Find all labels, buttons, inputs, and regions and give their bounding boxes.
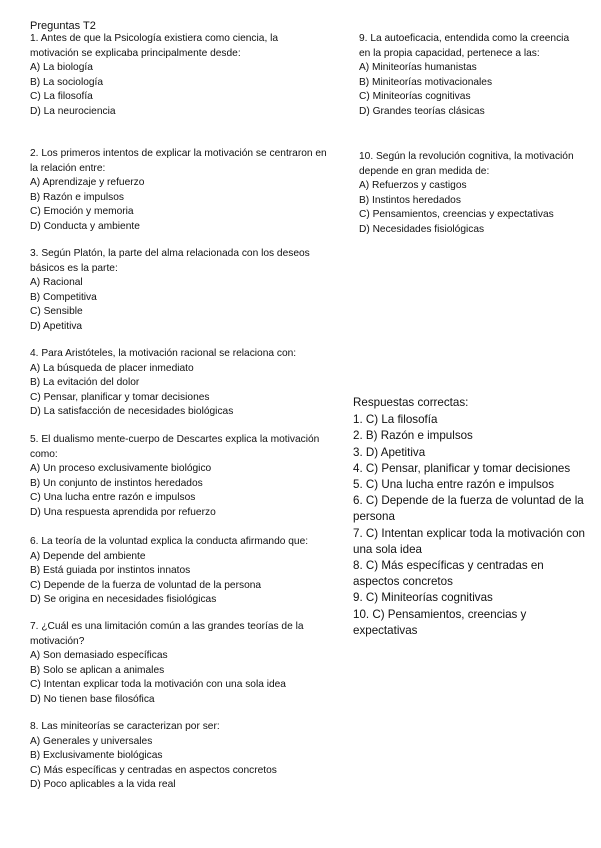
- option-d: D) Se origina en necesidades fisiológicas: [30, 594, 217, 606]
- answer-item: 4. C) Pensar, planificar y tomar decisiones: [353, 461, 571, 475]
- option-c: C) Sensible: [30, 306, 83, 318]
- question-stem: 2. Los primeros intentos de explicar la motivación se centraron en la relación entre:: [30, 148, 327, 174]
- question-stem: 5. El dualismo mente-cuerpo de Descartes explica la motivación como:: [30, 434, 320, 460]
- question-4: [30, 347, 330, 420]
- option-b: B) Miniteorías motivacionales: [359, 76, 493, 88]
- option-c: C) Miniteorías cognitivas: [359, 91, 471, 103]
- option-b: B) Un conjunto de instintos heredados: [30, 477, 203, 489]
- question-3: [30, 247, 330, 335]
- option-a: A) Miniteorías humanistas: [359, 62, 477, 74]
- question-7: [30, 620, 330, 708]
- option-d: D) Conducta y ambiente: [30, 220, 140, 232]
- option-d: D) Necesidades fisiológicas: [359, 223, 485, 235]
- question-8: [30, 720, 330, 793]
- question-stem: 7. ¿Cuál es una limitación común a las grandes teorías de la motivación?: [30, 621, 304, 647]
- answer-item: 6. C) Depende de la fuerza de voluntad de la persona: [353, 494, 584, 524]
- answer-item: 3. D) Apetitiva: [353, 445, 426, 459]
- option-d: D) Poco aplicables a la vida real: [30, 779, 176, 791]
- question-stem: 10. Según la revolución cognitiva, la motivación depende en gran medida de:: [359, 151, 574, 177]
- answer-key-title: Respuestas correctas:: [353, 396, 469, 409]
- option-b: B) Razón e impulsos: [30, 191, 124, 203]
- option-a: A) La búsqueda de placer inmediato: [30, 362, 194, 374]
- option-c: C) Emoción y memoria: [30, 206, 134, 218]
- option-a: A) Son demasiado específicas: [30, 650, 168, 662]
- answer-item: 2. B) Razón e impulsos: [353, 429, 473, 443]
- answer-item: 9. C) Miniteorías cognitivas: [353, 591, 493, 605]
- option-a: A) Depende del ambiente: [30, 550, 146, 562]
- answer-item: 7. C) Intentan explicar toda la motivación con una sola idea: [353, 526, 585, 556]
- page-title: Preguntas T2: [30, 20, 96, 32]
- question-1: [30, 32, 285, 120]
- answer-item: 5. C) Una lucha entre razón e impulsos: [353, 478, 555, 492]
- option-b: B) La sociología: [30, 76, 104, 88]
- question-stem: 8. Las miniteorías se caracterizan por ser:: [30, 721, 220, 732]
- option-d: D) Una respuesta aprendida por refuerzo: [30, 506, 216, 518]
- question-10: [359, 150, 581, 238]
- answer-item: 8. C) Más específicas y centradas en aspectos concretos: [353, 559, 544, 589]
- option-d: D) La satisfacción de necesidades biológicas: [30, 406, 234, 418]
- question-stem: 4. Para Aristóteles, la motivación racional se relaciona con:: [30, 348, 297, 359]
- option-d: D) La neurociencia: [30, 105, 116, 117]
- question-5: [30, 433, 330, 521]
- option-d: D) No tienen base filosófica: [30, 693, 155, 705]
- question-6: [30, 535, 330, 608]
- answer-item: 1. C) La filosofía: [353, 413, 438, 427]
- question-2: [30, 147, 330, 235]
- option-a: A) Racional: [30, 277, 83, 289]
- question-stem: 1. Antes de que la Psicología existiera como ciencia, la motivación se explicaba principalmente desde:: [30, 33, 279, 59]
- option-b: B) Está guiada por instintos innatos: [30, 565, 191, 577]
- option-a: A) Generales y universales: [30, 735, 153, 747]
- option-b: B) Solo se aplican a animales: [30, 664, 165, 676]
- option-c: C) Depende de la fuerza de voluntad de la persona: [30, 579, 262, 591]
- option-a: A) Aprendizaje y refuerzo: [30, 177, 145, 189]
- answer-item: 10. C) Pensamientos, creencias y expectativas: [353, 607, 527, 637]
- option-a: A) Un proceso exclusivamente biológico: [30, 463, 212, 475]
- question-9: [359, 32, 581, 120]
- option-d: D) Grandes teorías clásicas: [359, 105, 485, 117]
- option-c: C) Intentan explicar toda la motivación con una sola idea: [30, 679, 286, 691]
- answer-key: [353, 395, 585, 639]
- option-c: C) Una lucha entre razón e impulsos: [30, 492, 196, 504]
- option-c: C) La filosofía: [30, 91, 93, 103]
- option-b: B) La evitación del dolor: [30, 377, 140, 389]
- option-b: B) Instintos heredados: [359, 194, 461, 206]
- question-stem: 3. Según Platón, la parte del alma relacionada con los deseos básicos es la parte:: [30, 248, 310, 274]
- option-b: B) Exclusivamente biológicas: [30, 750, 163, 762]
- question-stem: 9. La autoeficacia, entendida como la creencia en la propia capacidad, pertenece a las:: [359, 33, 570, 59]
- option-b: B) Competitiva: [30, 291, 97, 303]
- question-stem: 6. La teoría de la voluntad explica la conducta afirmando que:: [30, 536, 309, 547]
- option-c: C) Más específicas y centradas en aspectos concretos: [30, 764, 277, 776]
- option-c: C) Pensar, planificar y tomar decisiones: [30, 391, 210, 403]
- option-a: A) La biología: [30, 62, 93, 74]
- option-c: C) Pensamientos, creencias y expectativas: [359, 209, 554, 221]
- option-a: A) Refuerzos y castigos: [359, 180, 467, 192]
- option-d: D) Apetitiva: [30, 320, 83, 332]
